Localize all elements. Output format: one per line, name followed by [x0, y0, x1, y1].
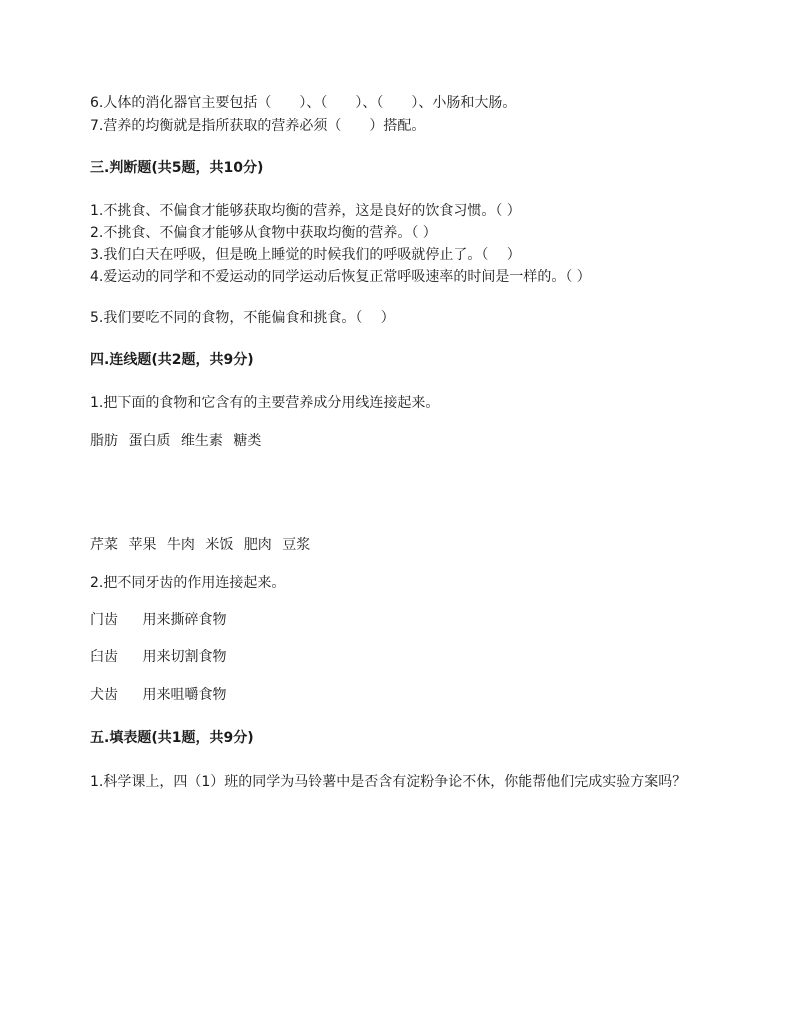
match-question-1: 1.把下面的食物和它含有的主要营养成分用线连接起来。 — [90, 395, 440, 411]
section-4-heading: 四.连线题(共2题，共9分) — [90, 352, 254, 368]
nutrient-item: 维生素 — [180, 433, 223, 449]
section-3-heading: 三.判断题(共5题，共10分) — [90, 160, 264, 176]
food-item: 牛肉 — [166, 537, 195, 553]
tooth-use: 用来切割食物 — [142, 649, 227, 665]
food-item: 芹菜 — [90, 537, 118, 553]
section-5-heading: 五.填表题(共1题，共9分) — [90, 730, 254, 746]
food-item: 豆浆 — [282, 537, 311, 553]
food-item: 苹果 — [128, 537, 157, 553]
fill-question-7: 7.营养的均衡就是指所获取的营养必须（ ）搭配。 — [90, 118, 426, 134]
food-row — [90, 535, 310, 555]
fill-question-6: 6.人体的消化器官主要包括（ ）、（ ）、（ ）、小肠和大肠。 — [90, 95, 517, 111]
table-question-1: 1.科学课上，四（1）班的同学为马铃薯中是否含有淀粉争论不休，你能帮他们完成实验方案吗？ — [90, 774, 687, 790]
judge-question-5: 5.我们要吃不同的食物，不能偏食和挑食。（ ） — [90, 310, 395, 326]
teeth-row — [90, 685, 226, 705]
judge-question-1: 1.不挑食、不偏食才能够获取均衡的营养，这是良好的饮食习惯。（ ） — [90, 203, 521, 219]
match-question-2: 2.把不同牙齿的作用连接起来。 — [90, 575, 286, 591]
judge-question-4: 4.爱运动的同学和不爱运动的同学运动后恢复正常呼吸速率的时间是一样的。（ ） — [90, 269, 591, 285]
tooth-name: 臼齿 — [90, 649, 118, 665]
tooth-name: 门齿 — [90, 612, 118, 628]
judge-question-2: 2.不挑食、不偏食才能够从食物中获取均衡的营养。（ ） — [90, 225, 437, 241]
nutrient-row — [90, 431, 261, 451]
teeth-row — [90, 647, 226, 667]
nutrient-item: 糖类 — [233, 433, 262, 449]
tooth-use: 用来咀嚼食物 — [142, 687, 227, 703]
judge-question-3: 3.我们白天在呼吸，但是晚上睡觉的时候我们的呼吸就停止了。（ ） — [90, 247, 521, 263]
nutrient-item: 脂肪 — [90, 433, 118, 449]
teeth-row — [90, 610, 226, 630]
tooth-name: 犬齿 — [90, 687, 118, 703]
tooth-use: 用来撕碎食物 — [142, 612, 227, 628]
food-item: 米饭 — [205, 537, 234, 553]
nutrient-item: 蛋白质 — [128, 433, 171, 449]
food-item: 肥肉 — [243, 537, 272, 553]
